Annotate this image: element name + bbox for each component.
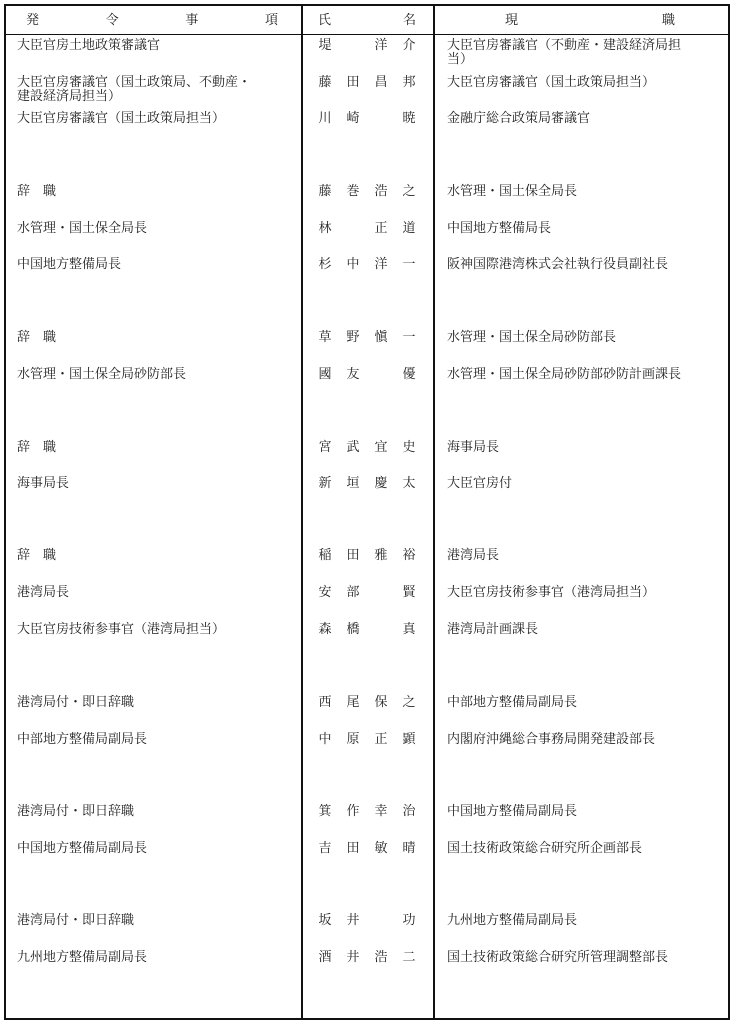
name-char: 巻 xyxy=(346,184,360,199)
name-char: 職 xyxy=(661,13,675,28)
name-cell xyxy=(318,368,416,382)
name-char: 項 xyxy=(264,13,278,28)
name-cell xyxy=(318,258,416,272)
name-char: 友 xyxy=(346,367,360,382)
name-char: 名 xyxy=(402,13,416,28)
name-char: 晴 xyxy=(402,841,416,856)
name-cell xyxy=(318,112,416,126)
name-char: 森 xyxy=(318,622,332,637)
header-order xyxy=(26,9,278,28)
current-cell: 中国地方整備局副局長 xyxy=(447,804,578,819)
name-char: 介 xyxy=(402,38,416,53)
name-char: 雅 xyxy=(374,548,388,563)
name-char: 川 xyxy=(318,111,332,126)
order-cell: 海事局長 xyxy=(17,476,70,491)
name-char: 顕 xyxy=(402,732,416,747)
name-char: 國 xyxy=(318,367,332,382)
name-char: 浩 xyxy=(374,184,388,199)
header-name xyxy=(318,9,416,28)
order-cell: 大臣官房審議官（国土政策局、不動産・ xyxy=(17,75,252,90)
name-char: 真 xyxy=(402,622,416,637)
name-char xyxy=(374,914,388,928)
name-cell xyxy=(318,842,416,856)
name-char: 中 xyxy=(318,732,332,747)
name-char: 正 xyxy=(374,732,388,747)
name-char: 一 xyxy=(402,257,416,272)
order-cell: 辞 職 xyxy=(17,330,57,345)
name-char xyxy=(374,368,388,382)
name-char: 宜 xyxy=(374,440,388,455)
name-char: 令 xyxy=(105,13,119,28)
name-char: 西 xyxy=(318,695,332,710)
name-cell xyxy=(318,477,416,491)
order-cell: 中国地方整備局長 xyxy=(17,257,122,272)
name-char: 一 xyxy=(402,330,416,345)
name-char: 田 xyxy=(346,548,360,563)
column-divider xyxy=(301,4,303,1020)
current-cell-cont: 当） xyxy=(447,52,474,67)
name-char xyxy=(374,112,388,126)
name-char: 作 xyxy=(346,804,360,819)
name-char: 邦 xyxy=(402,75,416,90)
name-char: 洋 xyxy=(374,257,388,272)
name-char: 功 xyxy=(402,913,416,928)
name-char xyxy=(346,39,360,53)
order-cell: 辞 職 xyxy=(17,184,57,199)
name-char: 氏 xyxy=(318,13,332,28)
name-cell xyxy=(318,733,416,747)
name-cell xyxy=(318,222,416,236)
order-cell: 港湾局長 xyxy=(17,585,70,600)
name-char: 尾 xyxy=(346,695,360,710)
name-char: 武 xyxy=(346,440,360,455)
order-cell: 港湾局付・即日辞職 xyxy=(17,695,135,710)
current-cell: 港湾局計画課長 xyxy=(447,622,539,637)
current-cell: 阪神国際港湾株式会社執行役員副社長 xyxy=(447,257,669,272)
current-cell: 水管理・国土保全局長 xyxy=(447,184,578,199)
table-frame xyxy=(4,4,730,1020)
current-cell: 九州地方整備局副局長 xyxy=(447,913,578,928)
name-char xyxy=(374,586,388,600)
current-cell: 海事局長 xyxy=(447,440,500,455)
order-cell: 辞 職 xyxy=(17,548,57,563)
name-cell xyxy=(318,805,416,819)
name-cell xyxy=(318,549,416,563)
name-char: 部 xyxy=(346,585,360,600)
order-cell: 港湾局付・即日辞職 xyxy=(17,913,135,928)
name-char: 井 xyxy=(346,950,360,965)
name-char: 幸 xyxy=(374,804,388,819)
name-char: 崎 xyxy=(346,111,360,126)
name-char: 史 xyxy=(402,440,416,455)
name-char: 箕 xyxy=(318,804,332,819)
order-cell: 水管理・国土保全局砂防部長 xyxy=(17,367,187,382)
name-char: 暁 xyxy=(402,111,416,126)
name-char: 垣 xyxy=(346,476,360,491)
order-cell: 港湾局付・即日辞職 xyxy=(17,804,135,819)
order-cell: 九州地方整備局副局長 xyxy=(17,950,148,965)
current-cell: 大臣官房付 xyxy=(447,476,513,491)
name-cell xyxy=(318,951,416,965)
name-cell xyxy=(318,331,416,345)
name-cell xyxy=(318,914,416,928)
current-cell: 中国地方整備局長 xyxy=(447,221,552,236)
name-char: 浩 xyxy=(374,950,388,965)
name-char: 之 xyxy=(402,695,416,710)
name-char: 賢 xyxy=(402,585,416,600)
name-char: 吉 xyxy=(318,841,332,856)
column-divider xyxy=(433,4,435,1020)
header-current xyxy=(505,9,675,28)
current-cell: 中部地方整備局副局長 xyxy=(447,695,578,710)
name-char: 井 xyxy=(346,913,360,928)
name-cell xyxy=(318,441,416,455)
order-cell: 大臣官房土地政策審議官 xyxy=(17,38,161,53)
name-char: 保 xyxy=(374,695,388,710)
name-char: 藤 xyxy=(318,75,332,90)
name-char xyxy=(346,222,360,236)
name-char: 現 xyxy=(505,13,519,28)
order-cell: 大臣官房技術参事官（港湾局担当） xyxy=(17,622,226,637)
name-char: 事 xyxy=(185,13,199,28)
name-cell xyxy=(318,76,416,90)
name-char: 藤 xyxy=(318,184,332,199)
name-char: 宮 xyxy=(318,440,332,455)
name-char: 野 xyxy=(346,330,360,345)
name-char: 稲 xyxy=(318,548,332,563)
order-cell: 水管理・国土保全局長 xyxy=(17,221,148,236)
name-char: 田 xyxy=(346,75,360,90)
current-cell: 内閣府沖縄総合事務局開発建設部長 xyxy=(447,732,656,747)
name-char: 之 xyxy=(402,184,416,199)
current-cell: 国土技術政策総合研究所企画部長 xyxy=(447,841,643,856)
name-char: 慶 xyxy=(374,476,388,491)
name-char: 橋 xyxy=(346,622,360,637)
current-cell: 水管理・国土保全局砂防部長 xyxy=(447,330,617,345)
current-cell: 水管理・国土保全局砂防部砂防計画課長 xyxy=(447,367,682,382)
name-char: 道 xyxy=(402,221,416,236)
name-char: 正 xyxy=(374,221,388,236)
name-char: 洋 xyxy=(374,38,388,53)
current-cell: 金融庁総合政策局審議官 xyxy=(447,111,591,126)
order-cell: 大臣官房審議官（国土政策局担当） xyxy=(17,111,226,126)
name-cell xyxy=(318,586,416,600)
name-char: 新 xyxy=(318,476,332,491)
name-cell xyxy=(318,623,416,637)
name-char: 堤 xyxy=(318,38,332,53)
name-char: 安 xyxy=(318,585,332,600)
current-cell: 大臣官房審議官（国土政策局担当） xyxy=(447,75,656,90)
name-char: 杉 xyxy=(318,257,332,272)
name-char xyxy=(374,623,388,637)
order-cell: 中国地方整備局副局長 xyxy=(17,841,148,856)
order-cell: 中部地方整備局副局長 xyxy=(17,732,148,747)
name-char: 草 xyxy=(318,330,332,345)
name-char: 敏 xyxy=(374,841,388,856)
name-char: 二 xyxy=(402,950,416,965)
current-cell: 大臣官房技術参事官（港湾局担当） xyxy=(447,585,656,600)
name-char: 太 xyxy=(402,476,416,491)
header-divider xyxy=(4,34,730,35)
name-char: 中 xyxy=(346,257,360,272)
name-char: 治 xyxy=(402,804,416,819)
name-char: 原 xyxy=(346,732,360,747)
name-char: 坂 xyxy=(318,913,332,928)
name-char: 発 xyxy=(26,13,40,28)
current-cell: 大臣官房審議官（不動産・建設経済局担 xyxy=(447,38,682,53)
current-cell: 国土技術政策総合研究所管理調整部長 xyxy=(447,950,669,965)
name-char: 酒 xyxy=(318,950,332,965)
name-char: 優 xyxy=(402,367,416,382)
name-char: 昌 xyxy=(374,75,388,90)
name-cell xyxy=(318,185,416,199)
name-char: 愼 xyxy=(374,330,388,345)
name-char: 裕 xyxy=(402,548,416,563)
name-cell xyxy=(318,39,416,53)
current-cell: 港湾局長 xyxy=(447,548,500,563)
name-char: 林 xyxy=(318,221,332,236)
order-cell-cont: 建設経済局担当） xyxy=(17,89,122,104)
order-cell: 辞 職 xyxy=(17,440,57,455)
name-char: 田 xyxy=(346,841,360,856)
name-cell xyxy=(318,696,416,710)
